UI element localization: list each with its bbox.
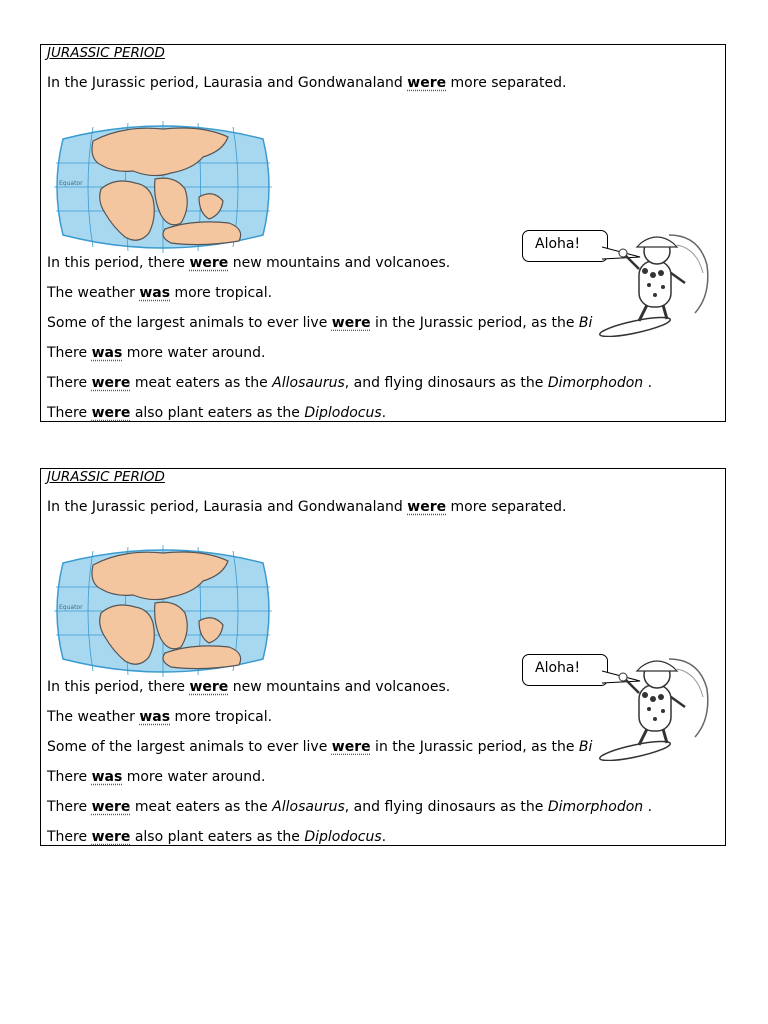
sentence-1: In the Jurassic period, Laurasia and Gondwanaland were more separated. [47, 75, 567, 91]
worksheet-card-2 [40, 468, 726, 846]
sentence-6: There were meat eaters as the Allosaurus, and flying dinosaurs as the Dimorphodon . [47, 799, 653, 815]
sentence-2: In this period, there were new mountains and volcanoes. [47, 679, 451, 695]
surfer-character-icon [599, 225, 711, 337]
sentence-4: Some of the largest animals to ever live were in the Jurassic period, as the Bi [47, 315, 593, 331]
sentence-1: In the Jurassic period, Laurasia and Gondwanaland were more separated. [47, 499, 567, 515]
sentence-7: There were also plant eaters as the Diplodocus. [47, 405, 387, 421]
sentence-3: The weather was more tropical. [47, 285, 273, 301]
world-map-icon [53, 543, 273, 679]
surfer-character-icon [599, 649, 711, 761]
world-map-icon [53, 119, 273, 255]
card-title: JURASSIC PERIOD [47, 45, 165, 61]
sentence-4: Some of the largest animals to ever live were in the Jurassic period, as the Bi [47, 739, 593, 755]
speech-bubble: Aloha! [522, 230, 608, 262]
sentence-7: There were also plant eaters as the Diplodocus. [47, 829, 387, 845]
worksheet-card-1 [40, 44, 726, 422]
sentence-6: There were meat eaters as the Allosaurus, and flying dinosaurs as the Dimorphodon . [47, 375, 653, 391]
sentence-5: There was more water around. [47, 345, 266, 361]
svg-text:Equator: Equator [59, 180, 83, 187]
svg-text:Equator: Equator [59, 604, 83, 611]
speech-bubble: Aloha! [522, 654, 608, 686]
sentence-2: In this period, there were new mountains and volcanoes. [47, 255, 451, 271]
sentence-3: The weather was more tropical. [47, 709, 273, 725]
sentence-5: There was more water around. [47, 769, 266, 785]
card-title: JURASSIC PERIOD [47, 469, 165, 485]
